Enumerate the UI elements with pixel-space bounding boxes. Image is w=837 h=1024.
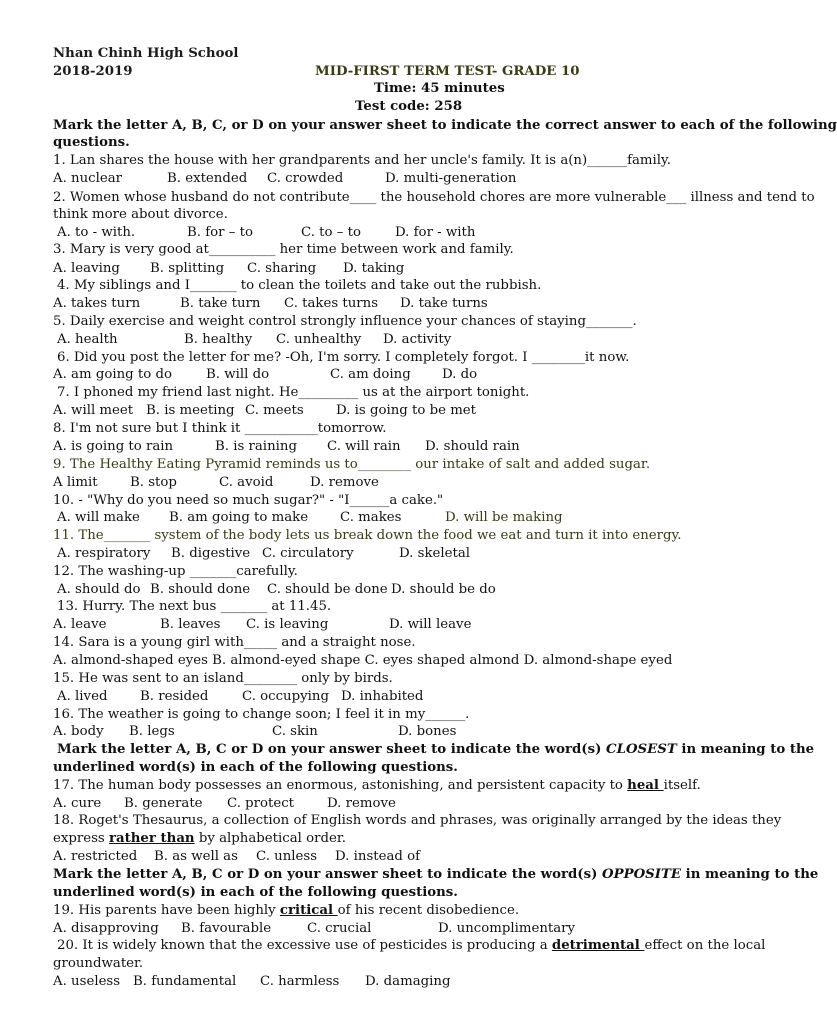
question-13: 13. Hurry. The next bus _______ at 11.45.	[57, 599, 332, 614]
test-code: Test code: 258	[355, 99, 463, 114]
section3-instruction	[53, 866, 818, 883]
question-3: 3. Mary is very good at__________ her time between work and family.	[53, 242, 514, 257]
option-c: C. harmless	[260, 974, 340, 989]
option-d: D. skeletal	[399, 546, 471, 561]
option-c: C. makes	[340, 510, 402, 525]
option-d: D. is going to be met	[336, 403, 477, 418]
option-c: C. occupying	[242, 689, 329, 704]
option-d: D. should be do	[391, 582, 496, 597]
option-c: C. avoid	[219, 475, 274, 490]
instruction-emphasis: CLOSEST	[606, 742, 677, 757]
instruction-text: Mark the letter A, B, C or D on your answer sheet to indicate the word(s)	[57, 742, 607, 757]
option-a: A. takes turn	[53, 296, 141, 311]
option-c: C. crucial	[307, 921, 372, 936]
option-b: B. stop	[130, 475, 177, 490]
option-d: D. damaging	[365, 974, 451, 989]
option-b: B. fundamental	[133, 974, 237, 989]
question-text: express	[53, 831, 109, 846]
question-2: 2. Women whose husband do not contribute____ the household chores are more vulnerable___ illness and tend to	[53, 190, 815, 205]
option-d: D. remove	[310, 475, 379, 490]
option-c: C. meets	[245, 403, 304, 418]
option-b: B. splitting	[150, 261, 225, 276]
underlined-word: rather than	[108, 831, 195, 846]
section2-instruction	[57, 741, 814, 758]
question-18-cont	[53, 830, 346, 847]
question-text: of his recent disobedience.	[337, 903, 520, 918]
option-c: C. unhealthy	[276, 332, 362, 347]
option-b: B. is raining	[215, 439, 297, 454]
option-b: B. resided	[140, 689, 209, 704]
test-time: Time: 45 minutes	[374, 81, 505, 96]
option-a: A. nuclear	[53, 171, 123, 186]
option-b: B. leaves	[160, 617, 221, 632]
option-c: C. crowded	[267, 171, 344, 186]
option-d: D. will leave	[389, 617, 472, 632]
question-17	[53, 777, 701, 794]
instruction-text: in meaning to the	[681, 867, 819, 882]
option-d: D. taking	[343, 261, 405, 276]
option-a: A. health	[57, 332, 118, 347]
question-15: 15. He was sent to an island________ only by birds.	[53, 671, 393, 686]
option-b: B. digestive	[171, 546, 251, 561]
option-b: B. legs	[129, 724, 175, 739]
option-a: A. restricted	[53, 849, 138, 864]
option-b: B. am going to make	[169, 510, 309, 525]
option-b: B. take turn	[180, 296, 261, 311]
question-19	[53, 902, 519, 919]
option-d: D. activity	[383, 332, 452, 347]
options-14: A. almond-shaped eyes B. almond-eyed shape C. eyes shaped almond D. almond-shape eyed	[53, 653, 673, 668]
option-a: A. am going to do	[53, 367, 172, 382]
test-title: MID-FIRST TERM TEST- GRADE 10	[315, 64, 580, 79]
school-year: 2018-2019	[53, 64, 133, 79]
option-c: C. to – to	[301, 225, 361, 240]
option-a: A limit	[53, 475, 98, 490]
option-c: C. unless	[256, 849, 318, 864]
option-b: B. is meeting	[146, 403, 235, 418]
option-a: A. respiratory	[57, 546, 151, 561]
question-16: 16. The weather is going to change soon; I feel it in my______.	[53, 707, 470, 722]
option-a: A. body	[53, 724, 104, 739]
option-a: A. will make	[57, 510, 140, 525]
option-d: D. take turns	[400, 296, 488, 311]
question-text: 17. The human body possesses an enormous, astonishing, and persistent capacity to	[53, 778, 628, 793]
option-b: B. will do	[206, 367, 270, 382]
option-c: C. will rain	[327, 439, 401, 454]
question-18: 18. Roget's Thesaurus, a collection of English words and phrases, was originally arranged by the ideas they	[53, 813, 782, 828]
option-a: A. is going to rain	[53, 439, 174, 454]
question-text: itself.	[663, 778, 701, 793]
question-11: 11. The_______ system of the body lets us break down the food we eat and turn it into energy.	[53, 528, 682, 543]
question-14: 14. Sara is a young girl with_____ and a straight nose.	[53, 635, 416, 650]
option-c: C. takes turns	[284, 296, 379, 311]
option-d: D. uncomplimentary	[438, 921, 576, 936]
option-a: A. will meet	[53, 403, 134, 418]
option-a: A. disapproving	[53, 921, 159, 936]
option-b: B. generate	[124, 796, 203, 811]
option-c: C. circulatory	[262, 546, 354, 561]
question-text: effect on the local	[644, 938, 766, 953]
school-name: Nhan Chinh High School	[53, 46, 239, 61]
option-b: B. extended	[167, 171, 248, 186]
option-d: D. for - with	[395, 225, 476, 240]
question-4: 4. My siblings and I_______ to clean the toilets and take out the rubbish.	[57, 278, 542, 293]
option-a: A. should do	[57, 582, 141, 597]
underlined-word: detrimental	[551, 938, 645, 953]
question-20	[57, 937, 765, 954]
option-a: A. to - with.	[57, 225, 136, 240]
option-d: D. do	[442, 367, 478, 382]
option-c: C. skin	[272, 724, 318, 739]
option-c: C. sharing	[247, 261, 317, 276]
section1-instruction-cont: questions.	[53, 135, 130, 150]
instruction-emphasis: OPPOSITE	[602, 867, 682, 882]
option-b: B. favourable	[181, 921, 272, 936]
option-d: D. multi-generation	[385, 171, 517, 186]
section1-instruction: Mark the letter A, B, C, or D on your answer sheet to indicate the correct answer to each of the following	[53, 118, 837, 133]
option-a: A. lived	[57, 689, 108, 704]
question-8: 8. I'm not sure but I think it ___________tomorrow.	[53, 421, 387, 436]
question-6: 6. Did you post the letter for me? -Oh, I'm sorry. I completely forgot. I ________it now.	[57, 350, 630, 365]
option-d: D. will be making	[445, 510, 563, 525]
section2-instruction-cont: underlined word(s) in each of the following questions.	[53, 760, 458, 775]
option-d: D. should rain	[425, 439, 520, 454]
question-9: 9. The Healthy Eating Pyramid reminds us to________ our intake of salt and added sugar.	[53, 457, 651, 472]
option-c: C. protect	[227, 796, 295, 811]
underlined-word: heal	[627, 778, 664, 793]
question-2-cont: think more about divorce.	[53, 207, 228, 222]
question-5: 5. Daily exercise and weight control strongly influence your chances of staying_______.	[53, 314, 637, 329]
option-b: B. as well as	[154, 849, 238, 864]
question-10: 10. - "Why do you need so much sugar?" - "I______a cake."	[53, 493, 444, 508]
option-c: C. am doing	[330, 367, 411, 382]
instruction-text: in meaning to the	[676, 742, 815, 757]
question-12: 12. The washing-up _______carefully.	[53, 564, 298, 579]
option-d: D. remove	[327, 796, 396, 811]
underlined-word: critical	[279, 903, 338, 918]
section3-instruction-cont: underlined word(s) in each of the following questions.	[53, 885, 458, 900]
option-b: B. should done	[150, 582, 251, 597]
question-text: by alphabetical order.	[194, 831, 346, 846]
question-text: 19. His parents have been highly	[53, 903, 280, 918]
question-7: 7. I phoned my friend last night. He_________ us at the airport tonight.	[57, 385, 530, 400]
option-d: D. bones	[398, 724, 457, 739]
option-d: D. instead of	[335, 849, 421, 864]
option-c: C. should be done	[267, 582, 388, 597]
option-b: B. healthy	[184, 332, 253, 347]
instruction-text: Mark the letter A, B, C or D on your answer sheet to indicate the word(s)	[53, 867, 603, 882]
option-a: A. cure	[53, 796, 102, 811]
option-c: C. is leaving	[246, 617, 329, 632]
option-a: A. leave	[53, 617, 107, 632]
option-b: B. for – to	[187, 225, 253, 240]
option-d: D. inhabited	[341, 689, 424, 704]
question-20-cont: groundwater.	[53, 956, 144, 971]
option-a: A. leaving	[53, 261, 120, 276]
question-1: 1. Lan shares the house with her grandparents and her uncle's family. It is a(n)______family.	[53, 153, 672, 168]
option-a: A. useless	[53, 974, 121, 989]
question-text: 20. It is widely known that the excessive use of pesticides is producing a	[57, 938, 552, 953]
